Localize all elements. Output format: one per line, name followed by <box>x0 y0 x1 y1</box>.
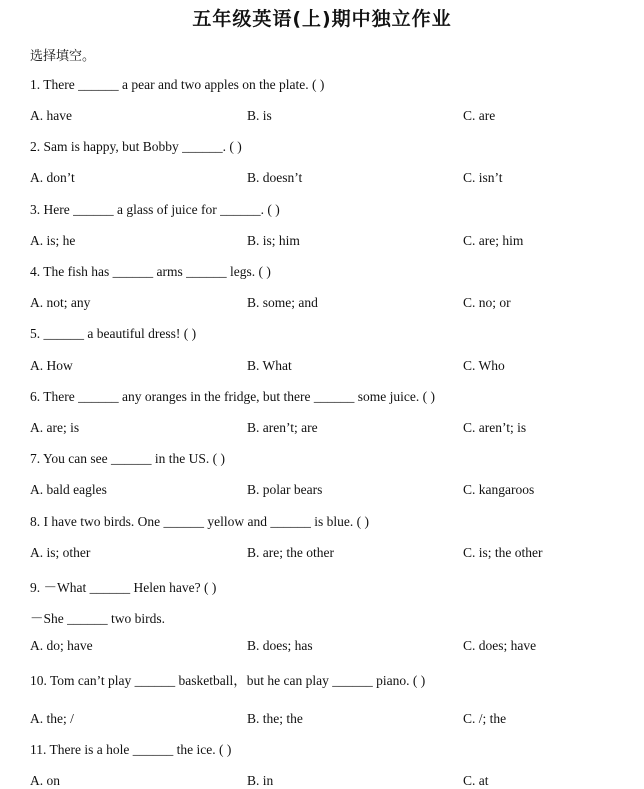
q4-option-a: A. not; any <box>30 295 91 310</box>
question-6: 6. There ______ any oranges in the fridge, but there ______ some juice. ( ) <box>30 389 436 404</box>
q4-option-b: B. some; and <box>247 295 318 310</box>
q1-option-b: B. is <box>247 108 272 123</box>
q2-option-c: C. isn’t <box>463 170 503 185</box>
question-9-dialog-line: －She ______ two birds. <box>30 611 165 626</box>
question-4: 4. The fish has ______ arms ______ legs. ( ) <box>30 264 271 279</box>
q5-option-a: A. How <box>30 358 73 373</box>
q1-option-c: C. are <box>463 108 496 123</box>
q10-option-a: A. the; / <box>30 711 74 726</box>
q11-option-b: B. in <box>247 773 274 788</box>
question-3: 3. Here ______ a glass of juice for ______. ( ) <box>30 202 280 217</box>
q11-option-c: C. at <box>463 773 489 788</box>
question-8: 8. I have two birds. One ______ yellow and ______ is blue. ( ) <box>30 514 369 529</box>
q8-option-b: B. are; the other <box>247 545 334 560</box>
question-5: 5. ______ a beautiful dress! ( ) <box>30 326 197 341</box>
q9-option-c: C. does; have <box>463 638 537 653</box>
q4-option-c: C. no; or <box>463 295 511 310</box>
q6-option-c: C. aren’t; is <box>463 420 527 435</box>
q8-option-a: A. is; other <box>30 545 91 560</box>
question-10: 10. Tom can’t play ______ basketball，but he can play ______ piano. ( ) <box>30 673 426 688</box>
question-1: 1. There ______ a pear and two apples on the plate. ( ) <box>30 77 325 92</box>
question-11: 11. There is a hole ______ the ice. ( ) <box>30 742 232 757</box>
q10-option-c: C. /; the <box>463 711 507 726</box>
q1-option-a: A. have <box>30 108 72 123</box>
q5-option-c: C. Who <box>463 358 505 373</box>
q3-option-b: B. is; him <box>247 233 300 248</box>
q3-option-a: A. is; he <box>30 233 76 248</box>
question-9: 9. －What ______ Helen have? ( ) <box>30 580 217 595</box>
q11-option-a: A. on <box>30 773 60 788</box>
question-2: 2. Sam is happy, but Bobby ______. ( ) <box>30 139 242 154</box>
q5-option-b: B. What <box>247 358 292 373</box>
q9-option-b: B. does; has <box>247 638 313 653</box>
q7-option-b: B. polar bears <box>247 482 323 497</box>
instruction-text: 选择填空。 <box>30 49 96 64</box>
q7-option-c: C. kangaroos <box>463 482 535 497</box>
q2-option-a: A. don’t <box>30 170 75 185</box>
q6-option-b: B. aren’t; are <box>247 420 318 435</box>
q8-option-c: C. is; the other <box>463 545 543 560</box>
q3-option-c: C. are; him <box>463 233 524 248</box>
q10-option-b: B. the; the <box>247 711 303 726</box>
q7-option-a: A. bald eagles <box>30 482 107 497</box>
q6-option-a: A. are; is <box>30 420 80 435</box>
question-7: 7. You can see ______ in the US. ( ) <box>30 451 225 466</box>
worksheet-title: 五年级英语(上)期中独立作业 <box>192 8 452 30</box>
q9-option-a: A. do; have <box>30 638 93 653</box>
q2-option-b: B. doesn’t <box>247 170 303 185</box>
